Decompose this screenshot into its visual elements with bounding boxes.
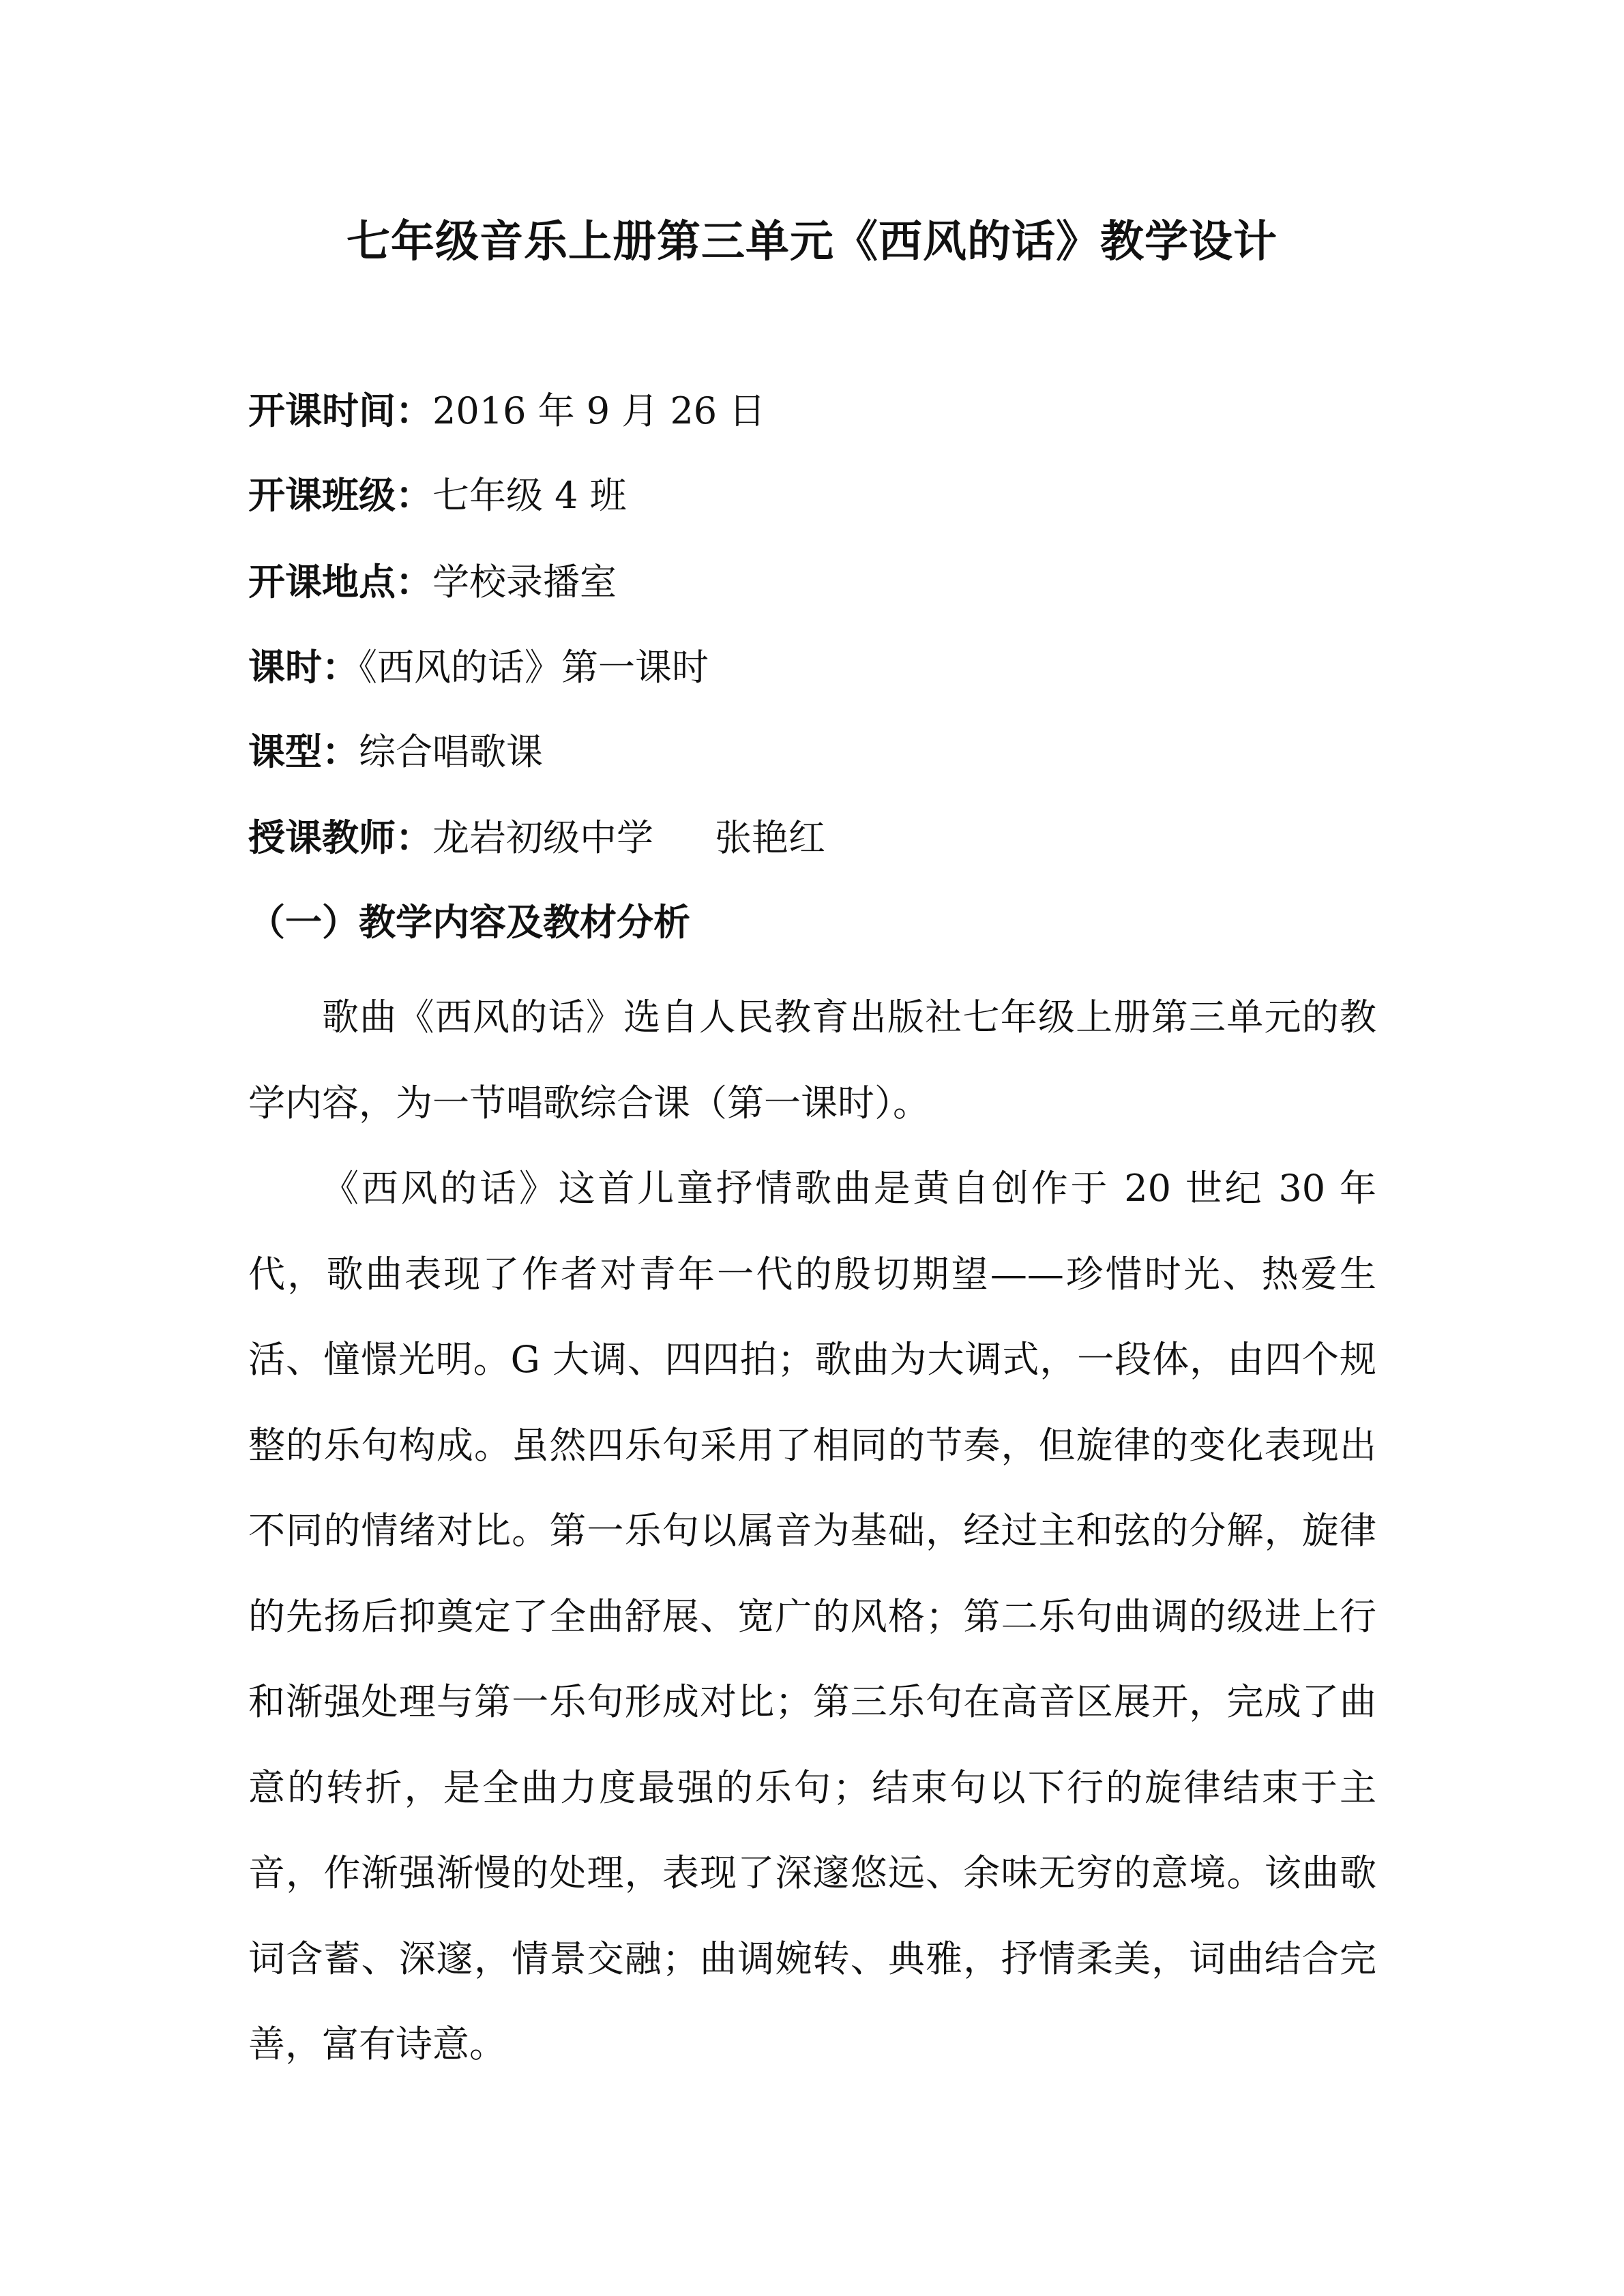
meta-location-label: 开课地点： xyxy=(248,561,432,603)
meta-date-row xyxy=(248,387,765,435)
meta-date-label: 开课时间： xyxy=(248,389,432,432)
meta-location-value: 学校录播室 xyxy=(432,561,617,603)
section-paragraph: 《西风的话》这首儿童抒情歌曲是黄自创作于 20 世纪 30 年代，歌曲表现了作者对青年一代的殷切期望——珍惜时光、热爱生活、憧憬光明。G 大调、四四拍；歌曲为大调式，一段体，由四个规整的乐句构成。虽然四乐句采用了相同的节奏，但旋律的变化表现出不同的情绪对比。第一乐句以属音为基础，经过主和弦的分解，旋律的先扬后抑奠定了全曲舒展、宽广的风格；第二乐句曲调的级进上行和渐强处理与第一乐句形成对比；第三乐句在高音区展开，完成了曲意的转折，是全曲力度最强的乐句；结束句以下行的旋律结束于主音，作渐强渐慢的处理，表现了深邃悠远、余味无穷的意境。该曲歌词含蓄、深邃，情景交融；曲调婉转、典雅，抒情柔美，词曲结合完善，富有诗意。 xyxy=(248,1167,1376,2066)
meta-period-label: 课时： xyxy=(248,646,359,689)
meta-class-label: 开课班级： xyxy=(248,474,432,517)
meta-teacher-row xyxy=(248,814,825,862)
meta-class-value: 七年级 4 班 xyxy=(432,474,627,517)
meta-type-row xyxy=(248,728,543,776)
meta-date-value: 2016 年 9 月 26 日 xyxy=(432,389,766,432)
meta-teacher-school: 龙岩初级中学 xyxy=(432,816,653,859)
meta-class-row xyxy=(248,472,627,520)
meta-teacher-label: 授课教师： xyxy=(248,816,432,859)
meta-period-row xyxy=(248,644,709,691)
document-title: 七年级音乐上册第三单元《西风的话》教学设计 xyxy=(346,217,1278,267)
section-paragraph: 歌曲《西风的话》选自人民教育出版社七年级上册第三单元的教学内容，为一节唱歌综合课（第一课时）。 xyxy=(248,996,1376,1124)
section-heading: （一）教学内容及教材分析 xyxy=(248,901,690,944)
meta-type-label: 课型： xyxy=(248,730,359,773)
meta-period-value: 《西风的话》第一课时 xyxy=(359,646,709,689)
meta-type-value: 综合唱歌课 xyxy=(359,730,543,773)
meta-teacher-name: 张艳红 xyxy=(715,816,825,859)
meta-location-row xyxy=(248,558,617,606)
